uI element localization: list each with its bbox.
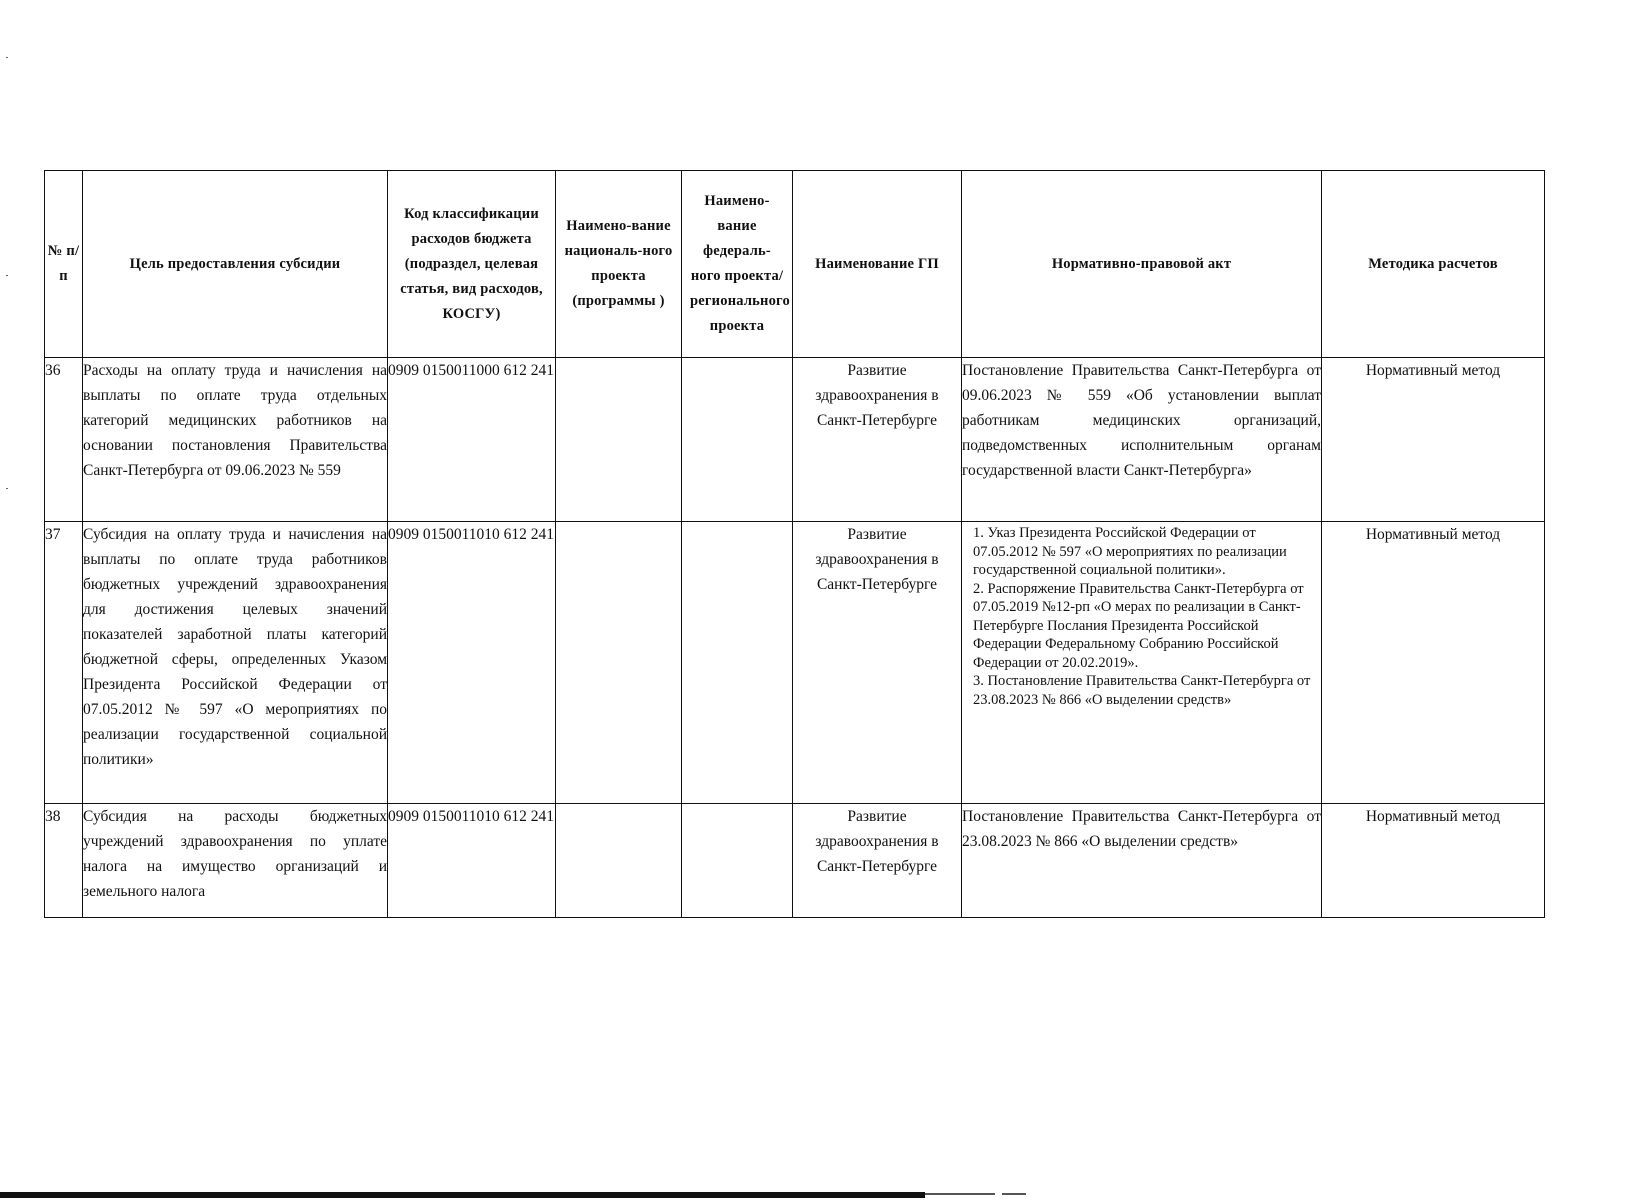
gp-name: Развитие здравоохранения в Санкт-Петербурге — [793, 358, 962, 522]
calculation-method: Нормативный метод — [1322, 358, 1545, 522]
subsidy-table — [44, 170, 1545, 918]
legal-act — [962, 522, 1322, 804]
header-num: № п/ п — [45, 171, 83, 358]
scan-edge-line — [1002, 1193, 1026, 1195]
gp-name: Развитие здравоохранения в Санкт-Петербурге — [793, 522, 962, 804]
subsidy-goal: Расходы на оплату труда и начисления на выплаты по оплате труда отдельных категорий медицинских работников на основании постановления Правительства Санкт-Петербурга от 09.06.2023 № 559 — [83, 358, 388, 522]
calculation-method: Нормативный метод — [1322, 804, 1545, 918]
scan-edge-line — [925, 1193, 995, 1195]
federal-project — [682, 804, 793, 918]
scan-edge-line — [0, 1192, 925, 1198]
budget-code: 0909 0150011000 612 241 — [388, 358, 556, 522]
scan-artifact — [6, 488, 8, 489]
legal-act-item: 1. Указ Президента Российской Федерации от 07.05.2012 № 597 «О мероприятиях по реализации государственной социальной политики». — [973, 525, 1287, 578]
subsidy-goal: Субсидия на оплату труда и начисления на выплаты по оплате труда работников бюджетных учреждений здравоохранения для достижения целевых значений показателей заработной платы категорий бюджетной сферы, определенных Указом Президента Российской Федерации от 07.05.2012 № 597 «О мероприятиях по реализации государственной социальной политики» — [83, 522, 388, 804]
national-project — [556, 804, 682, 918]
header-legal-act: Нормативно-правовой акт — [962, 171, 1322, 358]
scan-artifact — [6, 275, 8, 276]
subsidy-goal: Субсидия на расходы бюджетных учреждений здравоохранения по уплате налога на имущество организаций и земельного налога — [83, 804, 388, 918]
header-row — [45, 171, 1545, 358]
scan-artifact — [6, 57, 8, 58]
header-method: Методика расчетов — [1322, 171, 1545, 358]
gp-name: Развитие здравоохранения в Санкт-Петербурге — [793, 804, 962, 918]
row-number: 36 — [45, 358, 83, 522]
national-project — [556, 358, 682, 522]
federal-project — [682, 522, 793, 804]
header-federal-project: Наимено-вание федераль-ного проекта/ регионального проекта — [682, 171, 793, 358]
table-row — [45, 522, 1545, 804]
federal-project — [682, 358, 793, 522]
header-gp: Наименование ГП — [793, 171, 962, 358]
header-goal: Цель предоставления субсидии — [83, 171, 388, 358]
national-project — [556, 522, 682, 804]
legal-act: Постановление Правительства Санкт-Петербурга от 23.08.2023 № 866 «О выделении средств» — [962, 804, 1322, 918]
header-national-project: Наимено-вание националь-ного проекта (программы ) — [556, 171, 682, 358]
row-number: 38 — [45, 804, 83, 918]
legal-act-item: 3. Постановление Правительства Санкт-Петербурга от 23.08.2023 № 866 «О выделении средств» — [973, 673, 1311, 708]
table-row — [45, 358, 1545, 522]
row-number: 37 — [45, 522, 83, 804]
legal-act: Постановление Правительства Санкт-Петербурга от 09.06.2023 № 559 «Об установлении выплат работникам медицинских организаций, подведомственных исполнительным органам государственной власти Санкт-Петербурга» — [962, 358, 1322, 522]
header-code: Код классификации расходов бюджета (подраздел, целевая статья, вид расходов, КОСГУ) — [388, 171, 556, 358]
budget-code: 0909 0150011010 612 241 — [388, 522, 556, 804]
table-row — [45, 804, 1545, 918]
budget-code: 0909 0150011010 612 241 — [388, 804, 556, 918]
calculation-method: Нормативный метод — [1322, 522, 1545, 804]
legal-act-item: 2. Распоряжение Правительства Санкт-Петербурга от 07.05.2019 №12-рп «О мерах по реализации в Санкт-Петербурге Послания Президента Российской Федерации Федеральному Собранию Российской Федерации от 20.02.2019». — [973, 580, 1304, 671]
